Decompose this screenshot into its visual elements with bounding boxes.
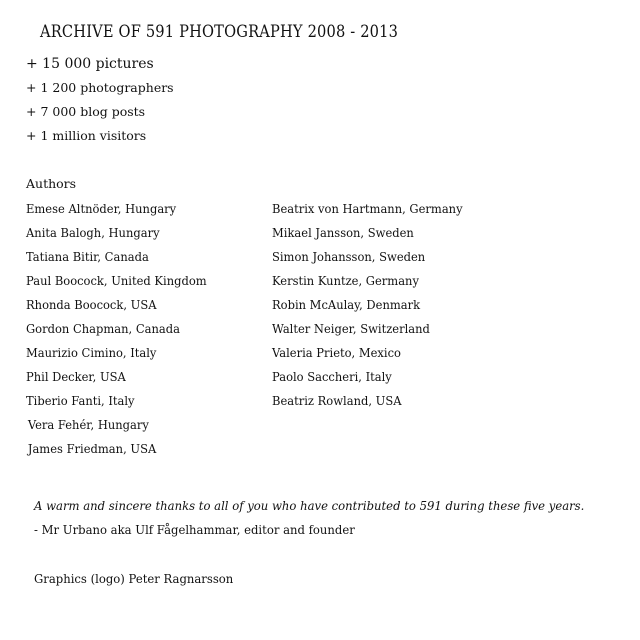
authors-list-left (26, 200, 222, 464)
graphics-credit: Graphics (logo) Peter Ragnarsson (34, 571, 234, 586)
stat-blog-posts: + 7 000 blog posts (26, 104, 146, 119)
author-item: Tatiana Bitir, Canada (26, 249, 149, 264)
thanks-note: A warm and sincere thanks to all of you who have contributed to 591 during these five years. (34, 498, 585, 513)
author-item: Vera Fehér, Hungary (27, 417, 149, 432)
author-item: Anita Balogh, Hungary (26, 225, 160, 240)
authors-heading: Authors (26, 176, 77, 191)
author-item: Phil Decker, USA (26, 369, 126, 384)
author-item: Paolo Saccheri, Italy (272, 369, 392, 384)
author-item: Tiberio Fanti, Italy (26, 393, 135, 408)
editor-signature: - Mr Urbano aka Ulf Fågelhammar, editor and founder (34, 522, 355, 537)
author-item: Valeria Prieto, Mexico (272, 345, 401, 360)
archive-stats-list (26, 55, 174, 151)
author-item: Gordon Chapman, Canada (26, 321, 180, 336)
author-item: Maurizio Cimino, Italy (26, 345, 157, 360)
authors-list-right (272, 200, 479, 416)
author-item: Simon Johansson, Sweden (272, 249, 426, 264)
stat-photographers: + 1 200 photographers (26, 80, 174, 95)
author-item: Robin McAulay, Denmark (272, 297, 421, 312)
page-title: ARCHIVE OF 591 PHOTOGRAPHY 2008 - 2013 (40, 22, 399, 42)
author-item: Rhonda Boocock, USA (26, 297, 157, 312)
author-item: James Friedman, USA (27, 441, 157, 456)
author-item: Emese Altnöder, Hungary (26, 201, 177, 216)
author-item: Kerstin Kuntze, Germany (272, 273, 419, 288)
author-item: Paul Boocock, United Kingdom (26, 273, 207, 288)
author-item: Walter Neiger, Switzerland (272, 321, 430, 336)
stat-pictures: + 15 000 pictures (26, 56, 154, 72)
stat-visitors: + 1 million visitors (26, 128, 147, 143)
author-item: Beatriz Rowland, USA (272, 393, 402, 408)
author-item: Mikael Jansson, Sweden (272, 225, 414, 240)
author-item: Beatrix von Hartmann, Germany (272, 201, 463, 216)
